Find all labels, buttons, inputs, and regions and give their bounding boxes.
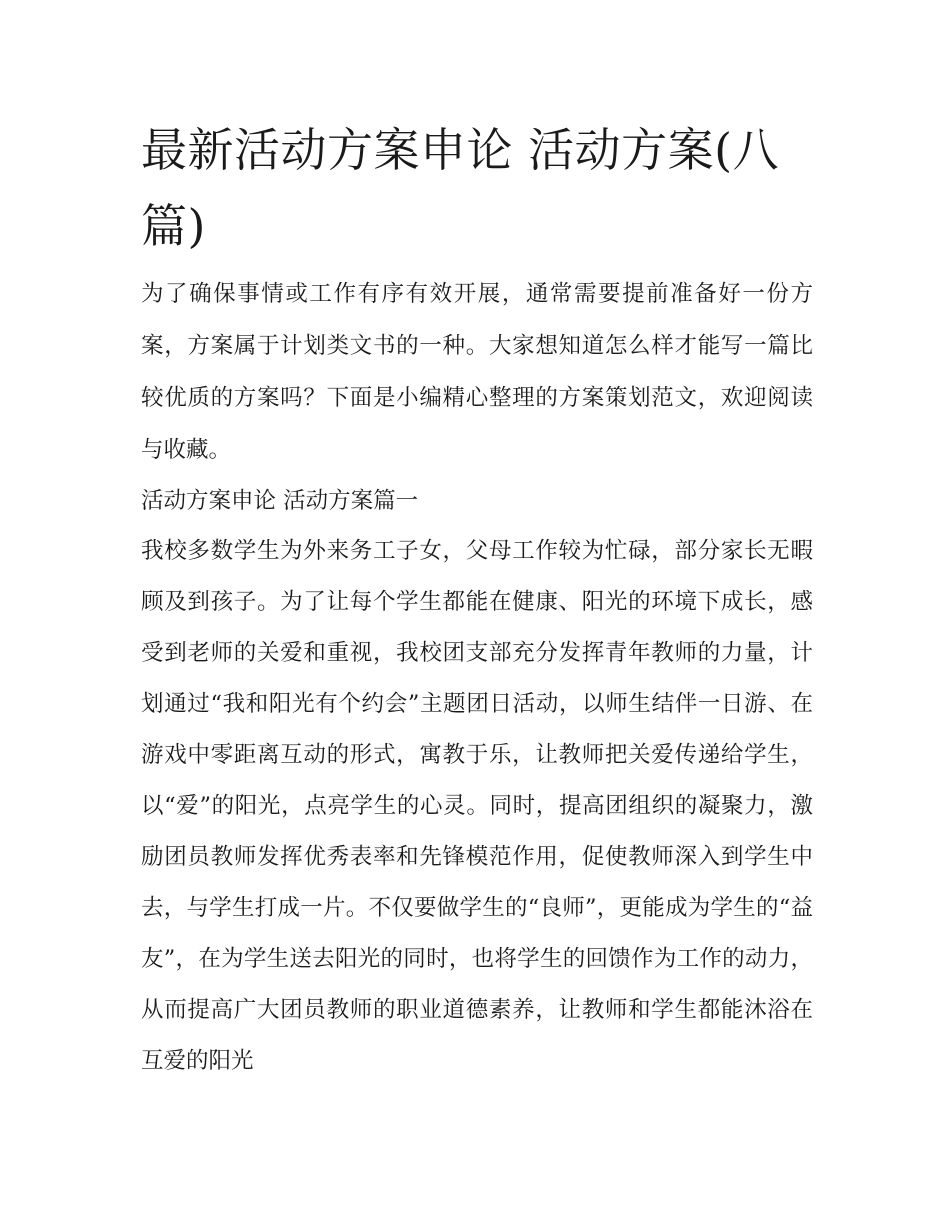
- document-page: [141, 112, 813, 1087]
- intro-paragraph: 为了确保事情或工作有序有效开展，通常需要提前准备好一份方案，方案属于计划类文书的一种。大家想知道怎么样才能写一篇比较优质的方案吗？下面是小编精心整理的方案策划范文，欢迎阅读与收藏。: [141, 281, 813, 463]
- section-heading: 活动方案申论 活动方案篇一: [141, 488, 419, 514]
- section-body-paragraph: 我校多数学生为外来务工子女，父母工作较为忙碌，部分家长无暇顾及到孩子。为了让每个学生都能在健康、阳光的环境下成长，感受到老师的关爱和重视，我校团支部充分发挥青年教师的力量，计划通过“我和阳光有个约会”主题团日活动，以师生结伴一日游、在游戏中零距离互动的形式，寓教于乐，让教师把关爱传递给学生，以“爱”的阳光，点亮学生的心灵。同时，提高团组织的凝聚力，激励团员教师发挥优秀表率和先锋模范作用，促使教师深入到学生中去，与学生打成一片。不仅要做学生的“良师”，更能成为学生的“益友”，在为学生送去阳光的同时，也将学生的回馈作为工作的动力，从而提高广大团员教师的职业道德素养，让教师和学生都能沐浴在互爱的阳光: [141, 538, 813, 1074]
- document-title: 最新活动方案申论 活动方案(八篇): [141, 123, 780, 253]
